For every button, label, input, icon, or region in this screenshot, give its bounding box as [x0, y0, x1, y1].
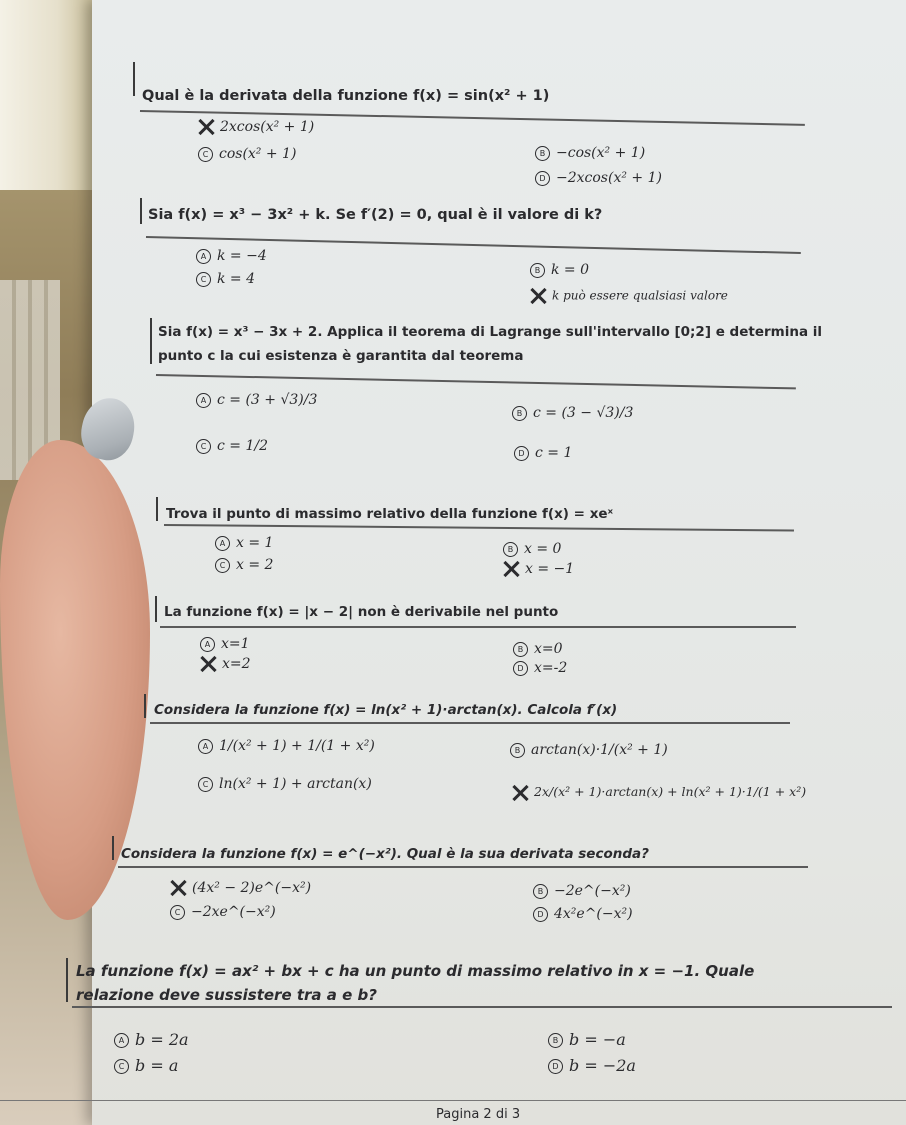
option-letter: D: [548, 1059, 563, 1074]
background-window: [0, 0, 101, 190]
question-8-option-a[interactable]: A b = 2a: [114, 1030, 189, 1049]
answer-mark: [200, 656, 216, 672]
question-4-option-b[interactable]: B x = 0: [503, 541, 561, 557]
question-6-option-b[interactable]: B arctan(x)·1/(x² + 1): [510, 742, 668, 758]
question-7-option-b[interactable]: B −2e^(−x²): [533, 883, 631, 899]
question-3-option-c[interactable]: C c = 1/2: [196, 438, 268, 454]
question-7-text: Considera la funzione f(x) = e^(−x²). Qual è la sua derivata seconda?: [121, 846, 649, 862]
question-5-option-c[interactable]: x=2: [200, 656, 251, 672]
option-letter: D: [514, 446, 529, 461]
question-bar: [144, 694, 146, 718]
question-5-option-a[interactable]: A x=1: [200, 636, 250, 652]
option-letter: C: [170, 905, 185, 920]
option-letter: D: [535, 171, 550, 186]
option-letter: D: [533, 907, 548, 922]
answer-mark: [170, 880, 186, 896]
question-bar: [140, 198, 142, 224]
question-3-text: Sia f(x) = x³ − 3x + 2. Applica il teorema di Lagrange sull'intervallo [0;2] e determina il: [158, 324, 823, 340]
option-letter: C: [196, 439, 211, 454]
question-1-option-c[interactable]: C cos(x² + 1): [198, 146, 296, 162]
question-7-rule: [118, 866, 808, 868]
option-letter: A: [114, 1033, 129, 1048]
question-6-option-a[interactable]: A 1/(x² + 1) + 1/(1 + x²): [198, 738, 375, 754]
option-letter: B: [510, 743, 525, 758]
option-letter: B: [512, 406, 527, 421]
question-8-text: La funzione f(x) = ax² + bx + c ha un punto di massimo relativo in x = −1. Quale: [76, 962, 755, 980]
question-7-option-c[interactable]: C −2xe^(−x²): [170, 904, 276, 920]
question-8-option-d[interactable]: D b = −2a: [548, 1056, 636, 1075]
question-7-option-a[interactable]: (4x² − 2)e^(−x²): [170, 880, 311, 896]
option-letter: A: [215, 536, 230, 551]
question-1-option-d[interactable]: D −2xcos(x² + 1): [535, 170, 662, 186]
footer-rule: [0, 1100, 906, 1101]
question-bar: [150, 318, 152, 364]
question-3-option-a[interactable]: A c = (3 + √3)/3: [196, 392, 317, 408]
question-bar: [66, 958, 68, 1002]
question-6-option-c[interactable]: C ln(x² + 1) + arctan(x): [198, 776, 372, 792]
option-letter: C: [196, 272, 211, 287]
question-6-option-d[interactable]: 2x/(x² + 1)·arctan(x) + ln(x² + 1)·1/(1 + x²): [512, 784, 806, 801]
question-5-text: La funzione f(x) = |x − 2| non è derivabile nel punto: [164, 604, 559, 620]
option-letter: A: [196, 249, 211, 264]
question-5-rule: [160, 626, 796, 628]
option-letter: B: [503, 542, 518, 557]
question-8-option-c[interactable]: C b = a: [114, 1056, 178, 1075]
question-3-text-line-2: punto c la cui esistenza è garantita dal teorema: [158, 348, 524, 364]
question-5-option-b[interactable]: B x=0: [513, 641, 563, 657]
question-1-option-b[interactable]: B −cos(x² + 1): [535, 145, 645, 161]
option-letter: C: [215, 558, 230, 573]
question-3-option-b[interactable]: B c = (3 − √3)/3: [512, 405, 633, 421]
question-4-option-d[interactable]: x = −1: [503, 561, 574, 577]
question-4-option-a[interactable]: A x = 1: [215, 535, 273, 551]
option-letter: B: [548, 1033, 563, 1048]
answer-mark: [503, 561, 519, 577]
answer-mark: [198, 119, 214, 135]
answer-mark: [512, 785, 528, 801]
option-letter: B: [530, 263, 545, 278]
question-4-text: Trova il punto di massimo relativo della funzione f(x) = xeˣ: [166, 506, 614, 522]
question-8-option-b[interactable]: B b = −a: [548, 1030, 626, 1049]
option-letter: B: [535, 146, 550, 161]
option-letter: C: [198, 777, 213, 792]
option-letter: B: [513, 642, 528, 657]
question-bar: [156, 497, 158, 521]
question-5-option-d[interactable]: D x=-2: [513, 660, 567, 676]
question-bar: [155, 596, 157, 622]
question-6-rule: [150, 722, 790, 724]
option-letter: B: [533, 884, 548, 899]
question-4-option-c[interactable]: C x = 2: [215, 557, 273, 573]
question-1-text: Qual è la derivata della funzione f(x) = sin(x² + 1): [142, 88, 550, 104]
question-2-option-a[interactable]: A k = −4: [196, 248, 267, 264]
question-bar: [133, 62, 135, 96]
page-number: Pagina 2 di 3: [436, 1107, 521, 1122]
option-letter: A: [200, 637, 215, 652]
question-2-option-c[interactable]: C k = 4: [196, 271, 255, 287]
question-3-option-d[interactable]: D c = 1: [514, 445, 572, 461]
option-letter: D: [513, 661, 528, 676]
option-letter: A: [198, 739, 213, 754]
option-letter: A: [196, 393, 211, 408]
question-8-rule: [72, 1006, 892, 1008]
question-1-option-a[interactable]: 2xcos(x² + 1): [198, 119, 314, 135]
question-bar: [112, 836, 114, 860]
question-7-option-d[interactable]: D 4x²e^(−x²): [533, 906, 633, 922]
option-letter: C: [198, 147, 213, 162]
question-2-option-b[interactable]: B k = 0: [530, 262, 589, 278]
answer-mark: [530, 288, 546, 304]
question-6-text: Considera la funzione f(x) = ln(x² + 1)·arctan(x). Calcola f′(x): [154, 702, 618, 718]
question-2-option-d[interactable]: k può essere qualsiasi valore: [530, 288, 728, 304]
question-2-text: Sia f(x) = x³ − 3x² + k. Se f′(2) = 0, qual è il valore di k?: [148, 207, 603, 223]
question-8-text-line-2: relazione deve sussistere tra a e b?: [76, 986, 377, 1004]
option-letter: C: [114, 1059, 129, 1074]
